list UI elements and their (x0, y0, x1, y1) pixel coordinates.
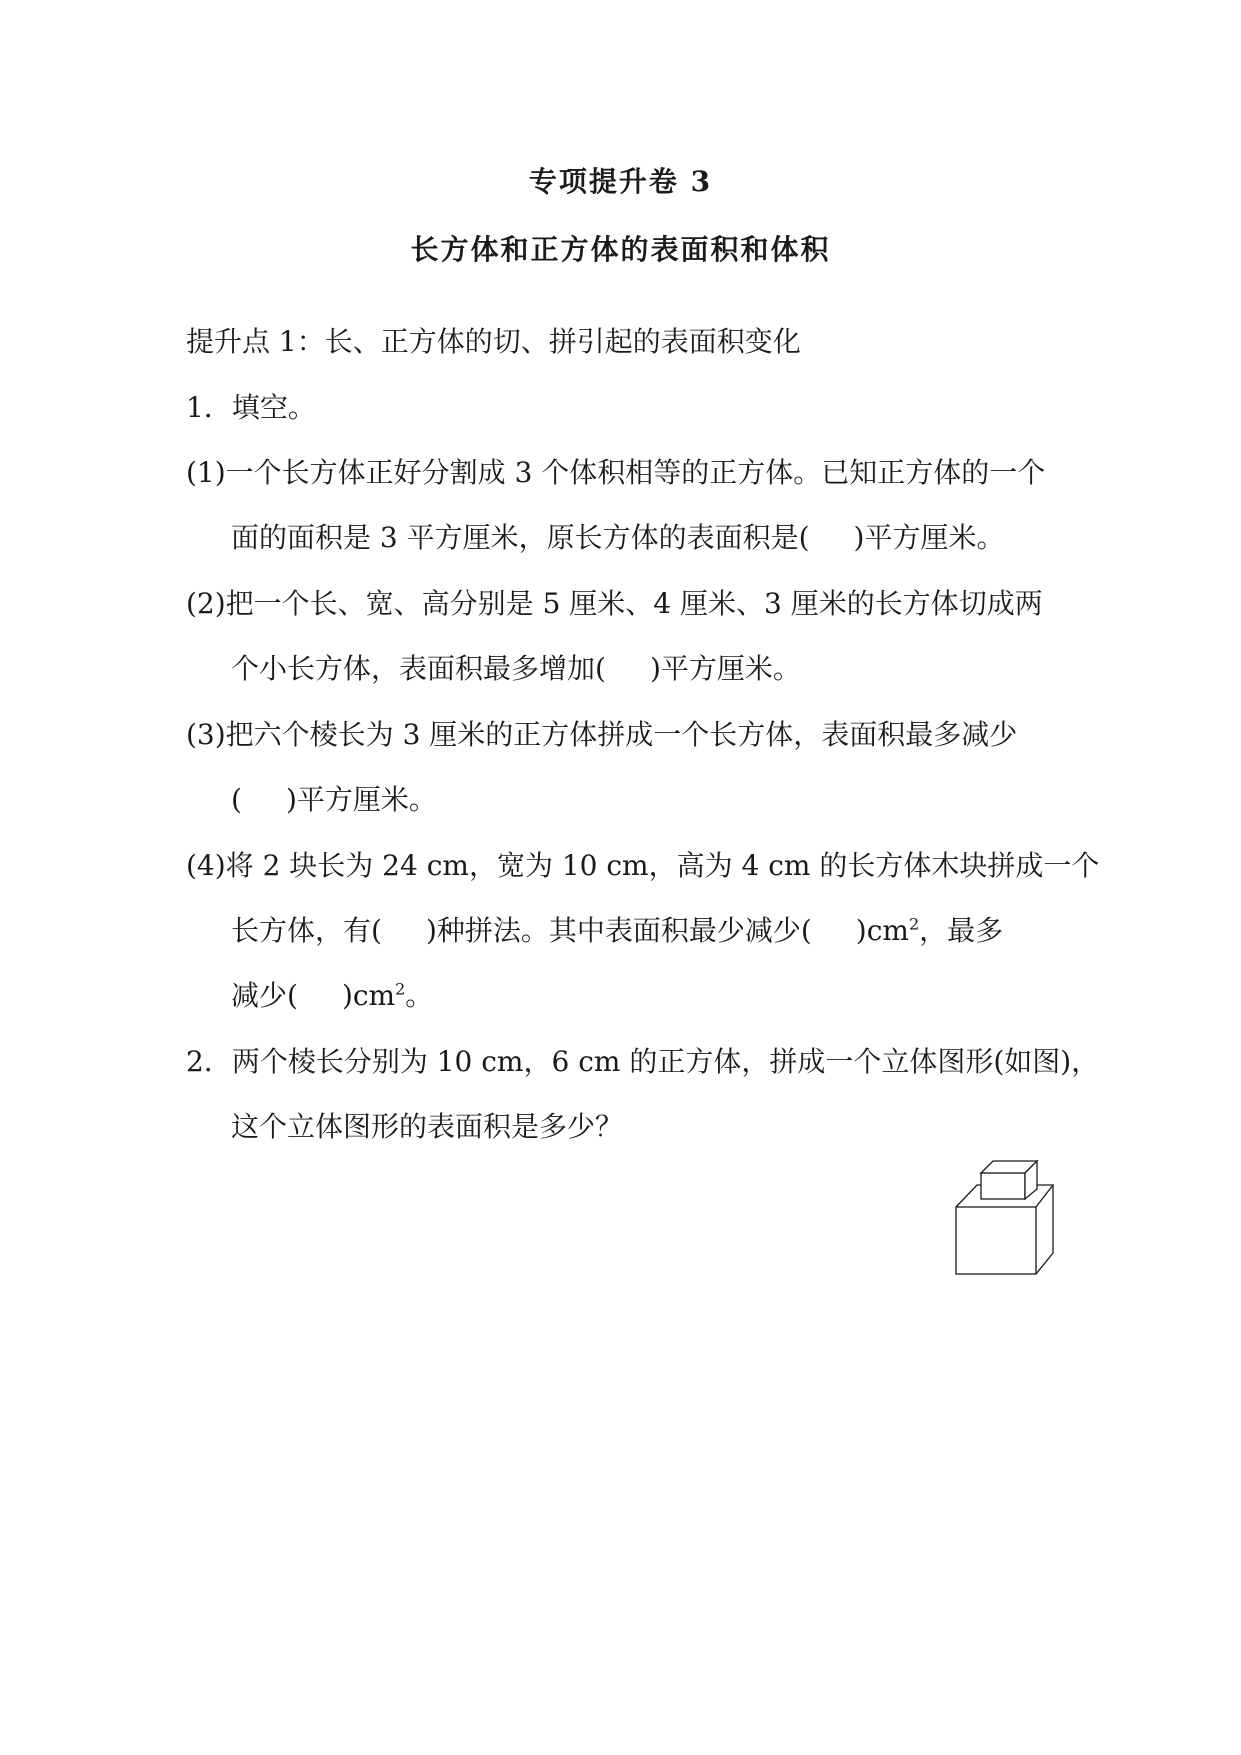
stacked-cubes-figure (955, 1160, 1055, 1275)
question-1-3-text-b: )平方厘米。 (285, 783, 437, 816)
question-1-4-line-1: (4)将 2 块长为 24 cm，宽为 10 cm，高为 4 cm 的长方体木块拼成一个 (186, 849, 1100, 882)
question-1-4-text-f: )cm (341, 979, 396, 1012)
worksheet-subtitle: 长方体和正方体的表面积和体积 (410, 233, 831, 266)
question-1-3-text-a: ( (231, 783, 242, 816)
small-cube-front-face (981, 1173, 1025, 1199)
question-2-line-2: 这个立体图形的表面积是多少？ (231, 1110, 624, 1143)
question-1-2-line-2 (231, 651, 801, 687)
question-1-3-line-2 (231, 782, 437, 818)
question-1-1-line-2 (231, 520, 1004, 556)
large-cube-side-face (1036, 1185, 1053, 1274)
question-1-4-text-d: ，最多 (919, 914, 1004, 947)
question-1-label: 1．填空。 (186, 391, 316, 424)
question-2-line-1: 2．两个棱长分别为 10 cm，6 cm 的正方体，拼成一个立体图形(如图)， (186, 1045, 1100, 1078)
question-1-1-text-b: )平方厘米。 (853, 521, 1005, 554)
superscript-2: 2 (908, 914, 920, 934)
question-1-2-text-a: 个小长方体，表面积最多增加( (231, 652, 606, 685)
question-1-4-text-b: )种拼法。其中表面积最少减少( (425, 914, 812, 947)
question-1-4-text-e: 减少( (231, 979, 298, 1012)
question-1-4-line-2 (231, 913, 1003, 949)
question-1-2-text-b: )平方厘米。 (649, 652, 801, 685)
large-cube-front-face (956, 1207, 1036, 1274)
question-1-4-text-c: )cm (855, 914, 909, 947)
section-heading: 提升点 1：长、正方体的切、拼引起的表面积变化 (186, 325, 801, 358)
question-1-1-line-1: (1)一个长方体正好分割成 3 个体积相等的正方体。已知正方体的一个 (186, 456, 1046, 489)
question-1-4-text-g: 。 (405, 979, 434, 1012)
question-1-4-line-3 (231, 978, 433, 1014)
question-1-3-line-1: (3)把六个棱长为 3 厘米的正方体拼成一个长方体，表面积最多减少 (186, 718, 1018, 751)
question-1-4-text-a: 长方体，有( (231, 914, 382, 947)
question-1-2-line-1: (2)把一个长、宽、高分别是 5 厘米、4 厘米、3 厘米的长方体切成两 (186, 587, 1043, 620)
small-cube (981, 1161, 1037, 1199)
superscript-2: 2 (395, 979, 406, 999)
worksheet-title: 专项提升卷 3 (528, 165, 713, 198)
question-1-1-text-a: 面的面积是 3 平方厘米，原长方体的表面积是( (231, 521, 810, 554)
